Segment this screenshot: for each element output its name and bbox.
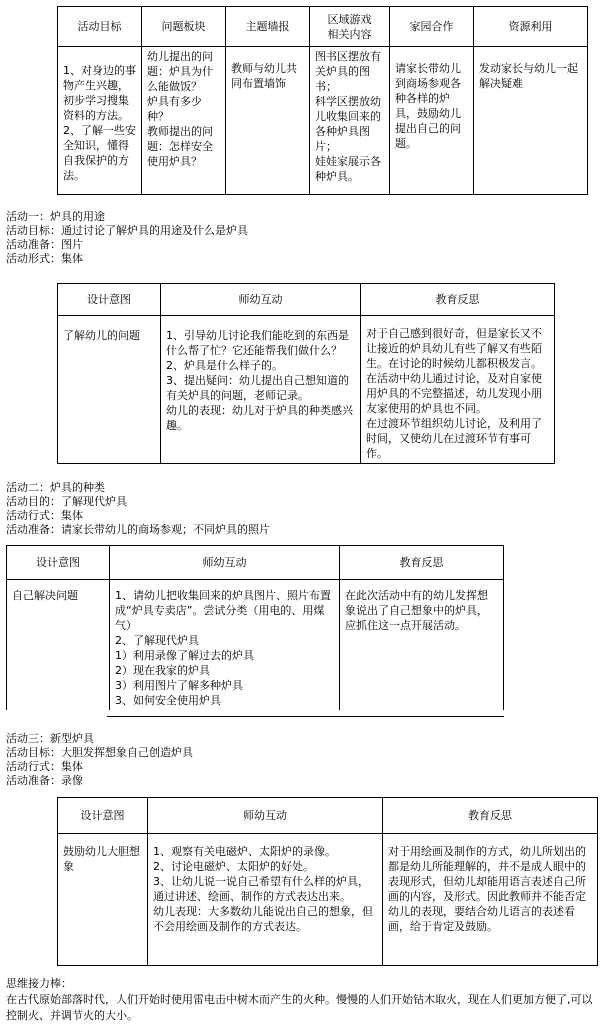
overview-cell-area: 图书区摆放有关炉具的图书； 科学区摆放幼儿收集回来的各种炉具图片； 娃娃家展示各种炉具。 <box>310 47 390 195</box>
overview-header-goal: 活动目标 <box>58 7 142 47</box>
activity3-interaction: 1、观察有关电磁炉、太阳炉的录像。 2、讨论电磁炉、太阳炉的好处。 3、让幼儿说一说自己希望有什么样的炉具，通过讲述、绘画、制作的方式表达出来。 幼儿表现：大多数幼儿能说出自己的想象，但不会用绘画及制作的方式表达。 <box>148 834 383 966</box>
overview-cell-resource: 发动家长与幼儿一起解决疑难 <box>474 47 588 195</box>
overview-header-home: 家园合作 <box>390 7 474 47</box>
activity3-intent: 鼓励幼儿大胆想象 <box>58 834 148 966</box>
activity2-reflection: 在此次活动中有的幼儿发挥想象说出了自己想象中的炉具，应抓住这一点开展活动。 <box>340 580 504 711</box>
activity3-table <box>57 797 598 966</box>
activity2-header-intent: 设计意图 <box>7 546 110 580</box>
activity3-header-interaction: 师幼互动 <box>148 798 383 834</box>
overview-header-problem: 问题板块 <box>142 7 226 47</box>
overview-cell-goal: 1、对身边的事物产生兴趣，初步学习搜集资料的方法。 2、了解一些安全知识，懂得自我保护的方法。 <box>58 47 142 195</box>
overview-cell-home: 请家长带幼儿到商场参观各种各样的炉具，鼓励幼儿提出自己的问题。 <box>390 47 474 195</box>
activity1-header-intent: 设计意图 <box>58 284 161 316</box>
footer-title: 思维接力棒： <box>6 977 72 990</box>
activity1-header-reflection: 教育反思 <box>361 284 555 316</box>
overview-header-resource: 资源利用 <box>474 7 588 47</box>
activity3-reflection: 对于用绘画及制作的方式，幼儿所划出的都是幼儿所能理解的，并不是成人眼中的表现形式，但幼儿却能用语言表述自己所画的内容，及形式。因此教师并不能否定幼儿的表现，要结合幼儿语言的表述看画，给于肯定及鼓励。 <box>383 834 598 966</box>
footer-text: 在古代原始部落时代，人们开始时使用雷电击中树木而产生的火种。慢慢的人们开始钻木取火，现在人们更加方便了,可以控制火、并调节火的大小。 <box>6 993 593 1022</box>
overview-table <box>57 6 588 195</box>
activity1-intent: 了解幼儿的问题 <box>58 316 161 464</box>
activity2-header-reflection: 教育反思 <box>340 546 504 580</box>
activity2-intent: 自己解决问题 <box>7 580 110 711</box>
activity1-reflection: 对于自己感到很好奇，但是家长又不让接近的炉具幼儿有些了解又有些陌生。在讨论的时候幼儿都积极发言。在活动中幼儿通过讨论，及对自家使用炉具的不完整描述，幼儿发现小朋友家使用的炉具也不同。 在过渡环节组织幼儿讨论，及利用了时间，又使幼儿在过渡环节有事可作。 <box>361 316 555 464</box>
overview-header-area: 区域游戏 相关内容 <box>310 7 390 47</box>
activity3-header-intent: 设计意图 <box>58 798 148 834</box>
activity2-table <box>6 545 504 710</box>
activity1-interaction: 1、引导幼儿讨论我们能吃到的东西是什么帮了忙？它还能帮我们做什么？ 2、炉具是什么样子的。 3、提出疑问：幼儿提出自己想知道的有关炉具的问题，老师记录。 幼儿的表现：幼儿对于炉具的种类感兴趣。 <box>161 316 361 464</box>
activity3-info: 活动三：新型炉具 活动目标：大胆发挥想象自己创造炉具 活动行式：集体 活动准备：录像 <box>6 732 193 787</box>
activity1-header-interaction: 师幼互动 <box>161 284 361 316</box>
overview-cell-problem: 幼儿提出的问题：炉具为什么能做饭？ 炉具有多少种？ 教师提出的问题：怎样安全使用炉具？ <box>142 47 226 195</box>
activity2-info: 活动二：炉具的种类 活动目的：了解现代炉具 活动行式：集体 活动准备：请家长带幼儿的商场参观；不同炉具的照片 <box>6 481 270 536</box>
activity2-interaction: 1、请幼儿把收集回来的炉具图片、照片布置成“炉具专卖店”。尝试分类（用电的、用煤气） 2、了解现代炉具 1）利用录像了解过去的炉具 2）现在我家的炉具 3）利用图片了解多种炉具 3、如何安全使用炉具 <box>110 580 340 711</box>
activity2-bottom-rule <box>107 716 504 717</box>
activity2-header-interaction: 师幼互动 <box>110 546 340 580</box>
activity1-info: 活动一：炉具的用途 活动目标：通过讨论了解炉具的用途及什么是炉具 活动准备：图片 活动形式：集体 <box>6 210 248 265</box>
overview-header-wall: 主题墙报 <box>226 7 310 47</box>
activity1-table <box>57 283 555 464</box>
overview-cell-wall: 教师与幼儿共同布置墙饰 <box>226 47 310 195</box>
activity3-header-reflection: 教育反思 <box>383 798 598 834</box>
